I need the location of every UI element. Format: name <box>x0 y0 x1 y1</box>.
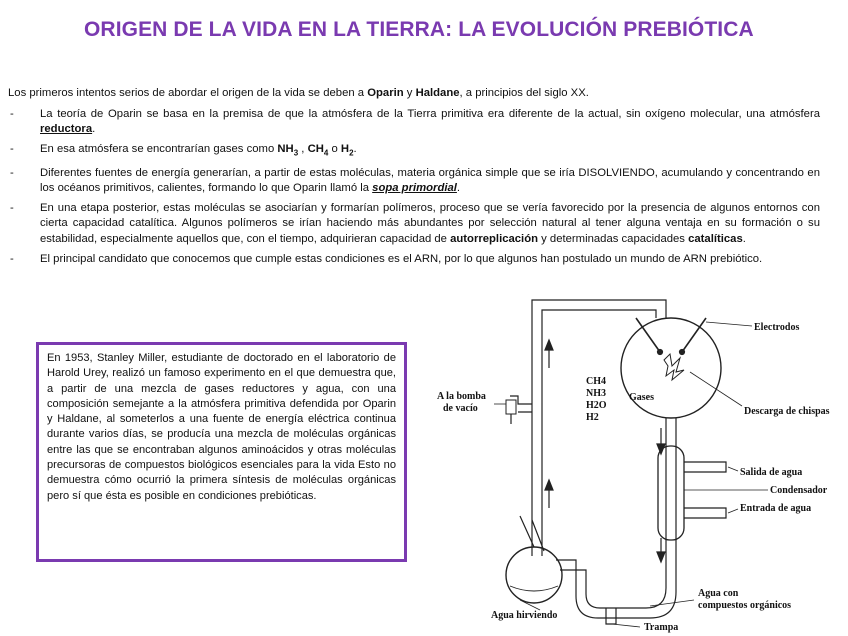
label-h2o: H2O <box>586 400 607 411</box>
bullet-2-sep1: , <box>298 143 308 156</box>
label-bomba-1: A la bomba <box>437 391 486 402</box>
intro-y: y <box>403 87 416 99</box>
miller-experiment-box: En 1953, Stanley Miller, estudiante de doctorado en el laboratorio de Harold Urey, realizó un famoso experimento en el que demuestra que, a partir de una mezcla de gases reductores y agua, con una composición semejante a la atmósfera primitiva defendida por Oparin y Haldane, al someterlos a una fuente de energía eléctrica continua durante varios días, se producía una mezcla de moléculas orgánicas entre las que se encontraban algunos aminoácidos y otras moléculas precursoras de compuestos biológicos esenciales para la vida Esto no demuestra cómo ocurrió la primera síntesis de moléculas orgánicas pero sí que ésta es posible en condiciones prebióticas. <box>36 342 407 562</box>
label-trampa: Trampa <box>644 622 679 633</box>
intro-oparin: Oparin <box>367 87 404 99</box>
left-tube <box>532 300 666 556</box>
flask-outlet <box>666 418 676 446</box>
label-agua-con-2: compuestos orgánicos <box>698 600 792 611</box>
bullet-2-end: . <box>353 143 357 156</box>
bullet-4-end: . <box>742 232 746 245</box>
spark-icon <box>664 354 684 380</box>
bullet-2-text: En esa atmósfera se encontrarían gases como <box>40 143 278 156</box>
page-title: ORIGEN DE LA VIDA EN LA TIERRA: LA EVOLUCIÓN PREBIÓTICA <box>84 18 754 41</box>
bullet-4-emphasis-1: autorreplicación <box>450 232 538 245</box>
gas-flask <box>621 318 721 418</box>
label-gases: Gases <box>629 392 654 403</box>
bullet-3-emphasis: sopa primordial <box>372 182 457 195</box>
label-entrada: Entrada de agua <box>740 503 812 514</box>
label-descarga: Descarga de chispas <box>744 406 830 417</box>
intro-text-a: Los primeros intentos serios de abordar el origen de la vida se deben a <box>8 87 368 99</box>
formula-h2: $H_2$ <box>340 143 354 158</box>
bullet-4-emphasis-2: catalíticas <box>688 232 743 245</box>
bullet-gases <box>8 142 820 160</box>
intro-paragraph <box>8 86 838 101</box>
bullet-1-emphasis: reductora <box>40 123 93 136</box>
bullet-1-end: . <box>92 123 96 136</box>
bullet-2-sep2: o <box>328 143 341 156</box>
intro-text-b: , a principios del siglo XX. <box>459 87 589 99</box>
condenser <box>658 446 684 540</box>
left-tube-inner <box>542 310 656 556</box>
bullet-4-text: En una etapa posterior, estas moléculas se asociarían y formarían polímeros, proceso que se vería favorecido por la presencia de algunos entornos con cierta capacidad catalítica. Algunos polímeros se irían haciendo más abundantes por selección natural al tener alguna ventaja en su formación o su estabilidad, especialmente aquellos que, con el tiempo, adquirieran capacidad de <box>40 202 820 245</box>
label-condensador: Condensador <box>770 485 828 496</box>
label-agua-hirviendo: Agua hirviendo <box>491 610 558 621</box>
bullet-4-mid: y determinadas capacidades <box>538 232 689 245</box>
bullet-arn <box>8 252 820 267</box>
vacuum-stopcock <box>510 396 532 412</box>
water-outlet <box>684 462 726 472</box>
label-bomba-2: de vacío <box>443 403 478 414</box>
intro-haldane: Haldane <box>415 87 460 99</box>
label-nh3: NH3 <box>586 388 606 399</box>
formula-nh3: $NH_3$ <box>277 143 299 158</box>
bullet-atmosfera-reductora <box>8 107 820 137</box>
label-electrodos: Electrodos <box>754 322 800 333</box>
miller-urey-apparatus-diagram <box>430 290 848 636</box>
bullet-3-end: . <box>456 182 461 195</box>
boiling-flask <box>506 547 562 603</box>
bullet-list <box>8 107 820 272</box>
water-inlet <box>684 508 726 518</box>
label-agua-con-1: Agua con <box>698 588 739 599</box>
bullet-5-text: El principal candidato que conocemos que cumple estas condiciones es el ARN, por lo que algunos han postulado un mundo de ARN prebiótico. <box>40 252 763 265</box>
label-h2: H2 <box>586 412 599 423</box>
formula-ch4: $CH_4$ <box>307 143 329 158</box>
label-salida: Salida de agua <box>740 467 803 478</box>
bullet-3-text: Diferentes fuentes de energía generarían, a partir de estas moléculas, materia orgánica simple que se iría DISOLVIENDO, acumulando y concentrando en los océanos primitivos, calientes, formando lo que Oparin llamó la <box>40 166 820 195</box>
bullet-sopa-primordial <box>8 166 820 196</box>
label-ch4: CH4 <box>586 376 606 387</box>
bullet-1-text: La teoría de Oparin se basa en la premisa de que la atmósfera de la Tierra primitiva era diferente de la actual, sin oxígeno molecular, una atmósfera <box>40 108 820 120</box>
bullet-polimeros <box>8 201 820 247</box>
